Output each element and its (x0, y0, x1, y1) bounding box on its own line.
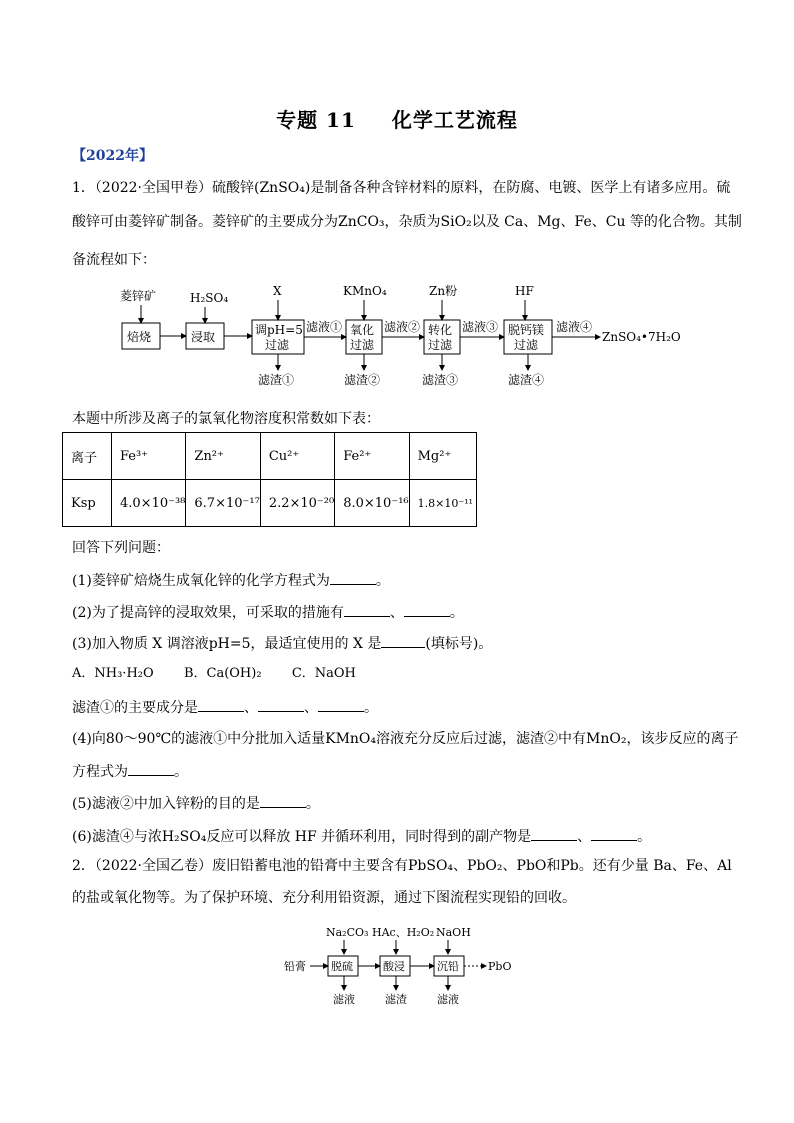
flow-box-convert: 转化 (428, 323, 453, 337)
q1-options (72, 664, 356, 684)
q1-sub4-line1: (4)向80～90℃的滤液①中分批加入适量KMnO₄溶液充分反应后过滤，滤渣②中有MnO₂，该步反应的离子 (72, 731, 739, 747)
q1-sub3 (72, 633, 492, 654)
flow-residue-1: 滤渣① (258, 373, 295, 387)
answer-blank (531, 826, 577, 841)
flow2-output-1: 滤液 (333, 993, 355, 1006)
table-header-row (63, 433, 477, 480)
flow-input-1: 菱锌矿 (120, 289, 157, 303)
answer-blank (198, 697, 244, 712)
q1-sub4-line2: 方程式为 。 (72, 761, 188, 782)
flow-box-filter-3: 过滤 (428, 338, 453, 352)
flow2-box-desulfurize: 脱硫 (331, 960, 353, 973)
flow-box-roast: 焙烧 (127, 330, 152, 344)
q2-process-flow (280, 920, 540, 1010)
q1-sub1: (1)菱锌矿焙烧生成氧化锌的化学方程式为 。 (72, 570, 390, 591)
flow-box-leach: 浸取 (191, 330, 216, 344)
q1-residue-question: 滤渣①的主要成分是 、 、 。 (72, 697, 378, 718)
answer-blank (330, 570, 376, 585)
flow2-output-2: 滤渣 (385, 993, 407, 1006)
flow-filtrate-4: 滤液④ (556, 320, 593, 334)
table-cell: 6.7×10⁻¹⁷ (186, 480, 260, 527)
answer-blank (404, 602, 450, 617)
year-tag: 【2022年】 (72, 148, 153, 164)
flow-input-6: HF (515, 284, 534, 298)
q1-intro-line3: 备流程如下： (72, 252, 156, 268)
table-row-label: Ksp (63, 480, 112, 527)
q1-sub4-text: 方程式为 (72, 764, 128, 780)
flow-residue-2: 滤渣② (344, 373, 381, 387)
flow-filtrate-3: 滤液③ (462, 320, 499, 334)
table-cell: 8.0×10⁻¹⁶ (335, 480, 409, 527)
ksp-table (62, 432, 477, 527)
answer-intro: 回答下列问题： (72, 540, 170, 556)
flow2-box-acid-leach: 酸浸 (383, 960, 405, 973)
flow2-product: PbO (488, 960, 512, 973)
flow-box-adjust-ph: 调pH=5 (255, 323, 303, 337)
flow-box-oxidize: 氧化 (350, 323, 375, 337)
q1-process-flow (100, 280, 700, 390)
title-number: 专题 11 (276, 108, 356, 132)
table-header-cell: Mg²⁺ (409, 433, 476, 480)
option-c: C．NaOH (291, 666, 356, 681)
answer-blank (381, 633, 425, 648)
flow-filtrate-1: 滤液① (306, 320, 343, 334)
table-intro: 本题中所涉及离子的氯氧化物溶度积常数如下表： (72, 411, 380, 427)
table-row (63, 480, 477, 527)
table-header-cell: 离子 (63, 433, 112, 480)
option-a: A．NH₃·H₂O (72, 666, 154, 681)
flow2-start: 铅膏 (284, 960, 306, 973)
flow-filtrate-2: 滤液② (384, 320, 421, 334)
flow-input-4: KMnO₄ (343, 284, 387, 298)
flow2-input-2: HAc、H₂O₂ (372, 926, 435, 939)
table-cell: 1.8×10⁻¹¹ (409, 480, 476, 527)
table-cell: 4.0×10⁻³⁸ (112, 480, 186, 527)
q1-sub5-text: (5)滤液②中加入锌粉的目的是 (72, 796, 260, 812)
table-cell: 2.2×10⁻²⁰ (260, 480, 334, 527)
residue-q-text: 滤渣①的主要成分是 (72, 700, 198, 716)
q1-sub6-text: (6)滤渣④与浓H₂SO₄反应可以释放 HF 并循环利用，同时得到的副产物是 (72, 829, 532, 845)
flow2-input-3: NaOH (436, 926, 471, 939)
answer-blank (258, 697, 304, 712)
flow2-input-1: Na₂CO₃ (326, 926, 369, 939)
answer-blank (344, 602, 390, 617)
answer-blank (260, 793, 306, 808)
q2-intro-line1: 2．（2022·全国乙卷）废旧铅蓄电池的铅膏中主要含有PbSO₄、PbO₂、PbO和Pb。还有少量 Ba、Fe、Al (72, 858, 732, 874)
flow-input-3: X (273, 284, 282, 298)
answer-blank (128, 761, 174, 776)
flow-residue-3: 滤渣③ (422, 373, 459, 387)
flow2-box-precipitate: 沉铅 (437, 960, 459, 973)
table-header-cell: Fe³⁺ (112, 433, 186, 480)
q2-intro-line2: 的盐或氧化物等。为了保护环境、充分利用铅资源，通过下图流程实现铅的回收。 (72, 890, 576, 906)
table-header-cell: Zn²⁺ (186, 433, 260, 480)
q1-sub3-text: (3)加入物质 X 调溶液pH=5，最适宜使用的 X 是 (72, 636, 382, 652)
flow-residue-4: 滤渣④ (508, 373, 545, 387)
answer-blank (318, 697, 364, 712)
title-name: 化学工艺流程 (391, 108, 518, 132)
flow-box-decalcify: 脱钙镁 (508, 323, 545, 337)
q1-sub5: (5)滤液②中加入锌粉的目的是 。 (72, 793, 320, 814)
q1-sub2-text: (2)为了提高锌的浸取效果，可采取的措施有 (72, 605, 344, 621)
option-b: B．Ca(OH)₂ (183, 666, 262, 681)
answer-blank (591, 826, 637, 841)
flow2-output-3: 滤液 (437, 993, 459, 1006)
table-header-cell: Cu²⁺ (260, 433, 334, 480)
flow-input-5: Zn粉 (429, 284, 458, 298)
flow-box-filter-1: 过滤 (265, 338, 290, 352)
table-header-cell: Fe²⁺ (335, 433, 409, 480)
q1-intro-line1: 1．（2022·全国甲卷）硫酸锌(ZnSO₄)是制备各种含锌材料的原料，在防腐、电镀、医学上有诸多应用。硫 (72, 180, 731, 196)
flow-box-filter-4: 过滤 (514, 338, 539, 352)
q1-sub6: (6)滤渣④与浓H₂SO₄反应可以释放 HF 并循环利用，同时得到的副产物是 、 。 (72, 826, 651, 847)
q1-sub2: (2)为了提高锌的浸取效果，可采取的措施有 、 。 (72, 602, 464, 623)
q1-sub3-tail: (填标号)。 (425, 636, 493, 652)
flow-input-2: H₂SO₄ (190, 291, 229, 305)
page-title (0, 104, 794, 133)
q1-intro-line2: 酸锌可由菱锌矿制备。菱锌矿的主要成分为ZnCO₃，杂质为SiO₂以及 Ca、Mg、Fe、Cu 等的化合物。其制 (72, 214, 742, 230)
q1-sub1-text: (1)菱锌矿焙烧生成氧化锌的化学方程式为 (72, 573, 330, 589)
flow-box-filter-2: 过滤 (350, 338, 375, 352)
flow-product: ZnSO₄•7H₂O (602, 330, 681, 344)
